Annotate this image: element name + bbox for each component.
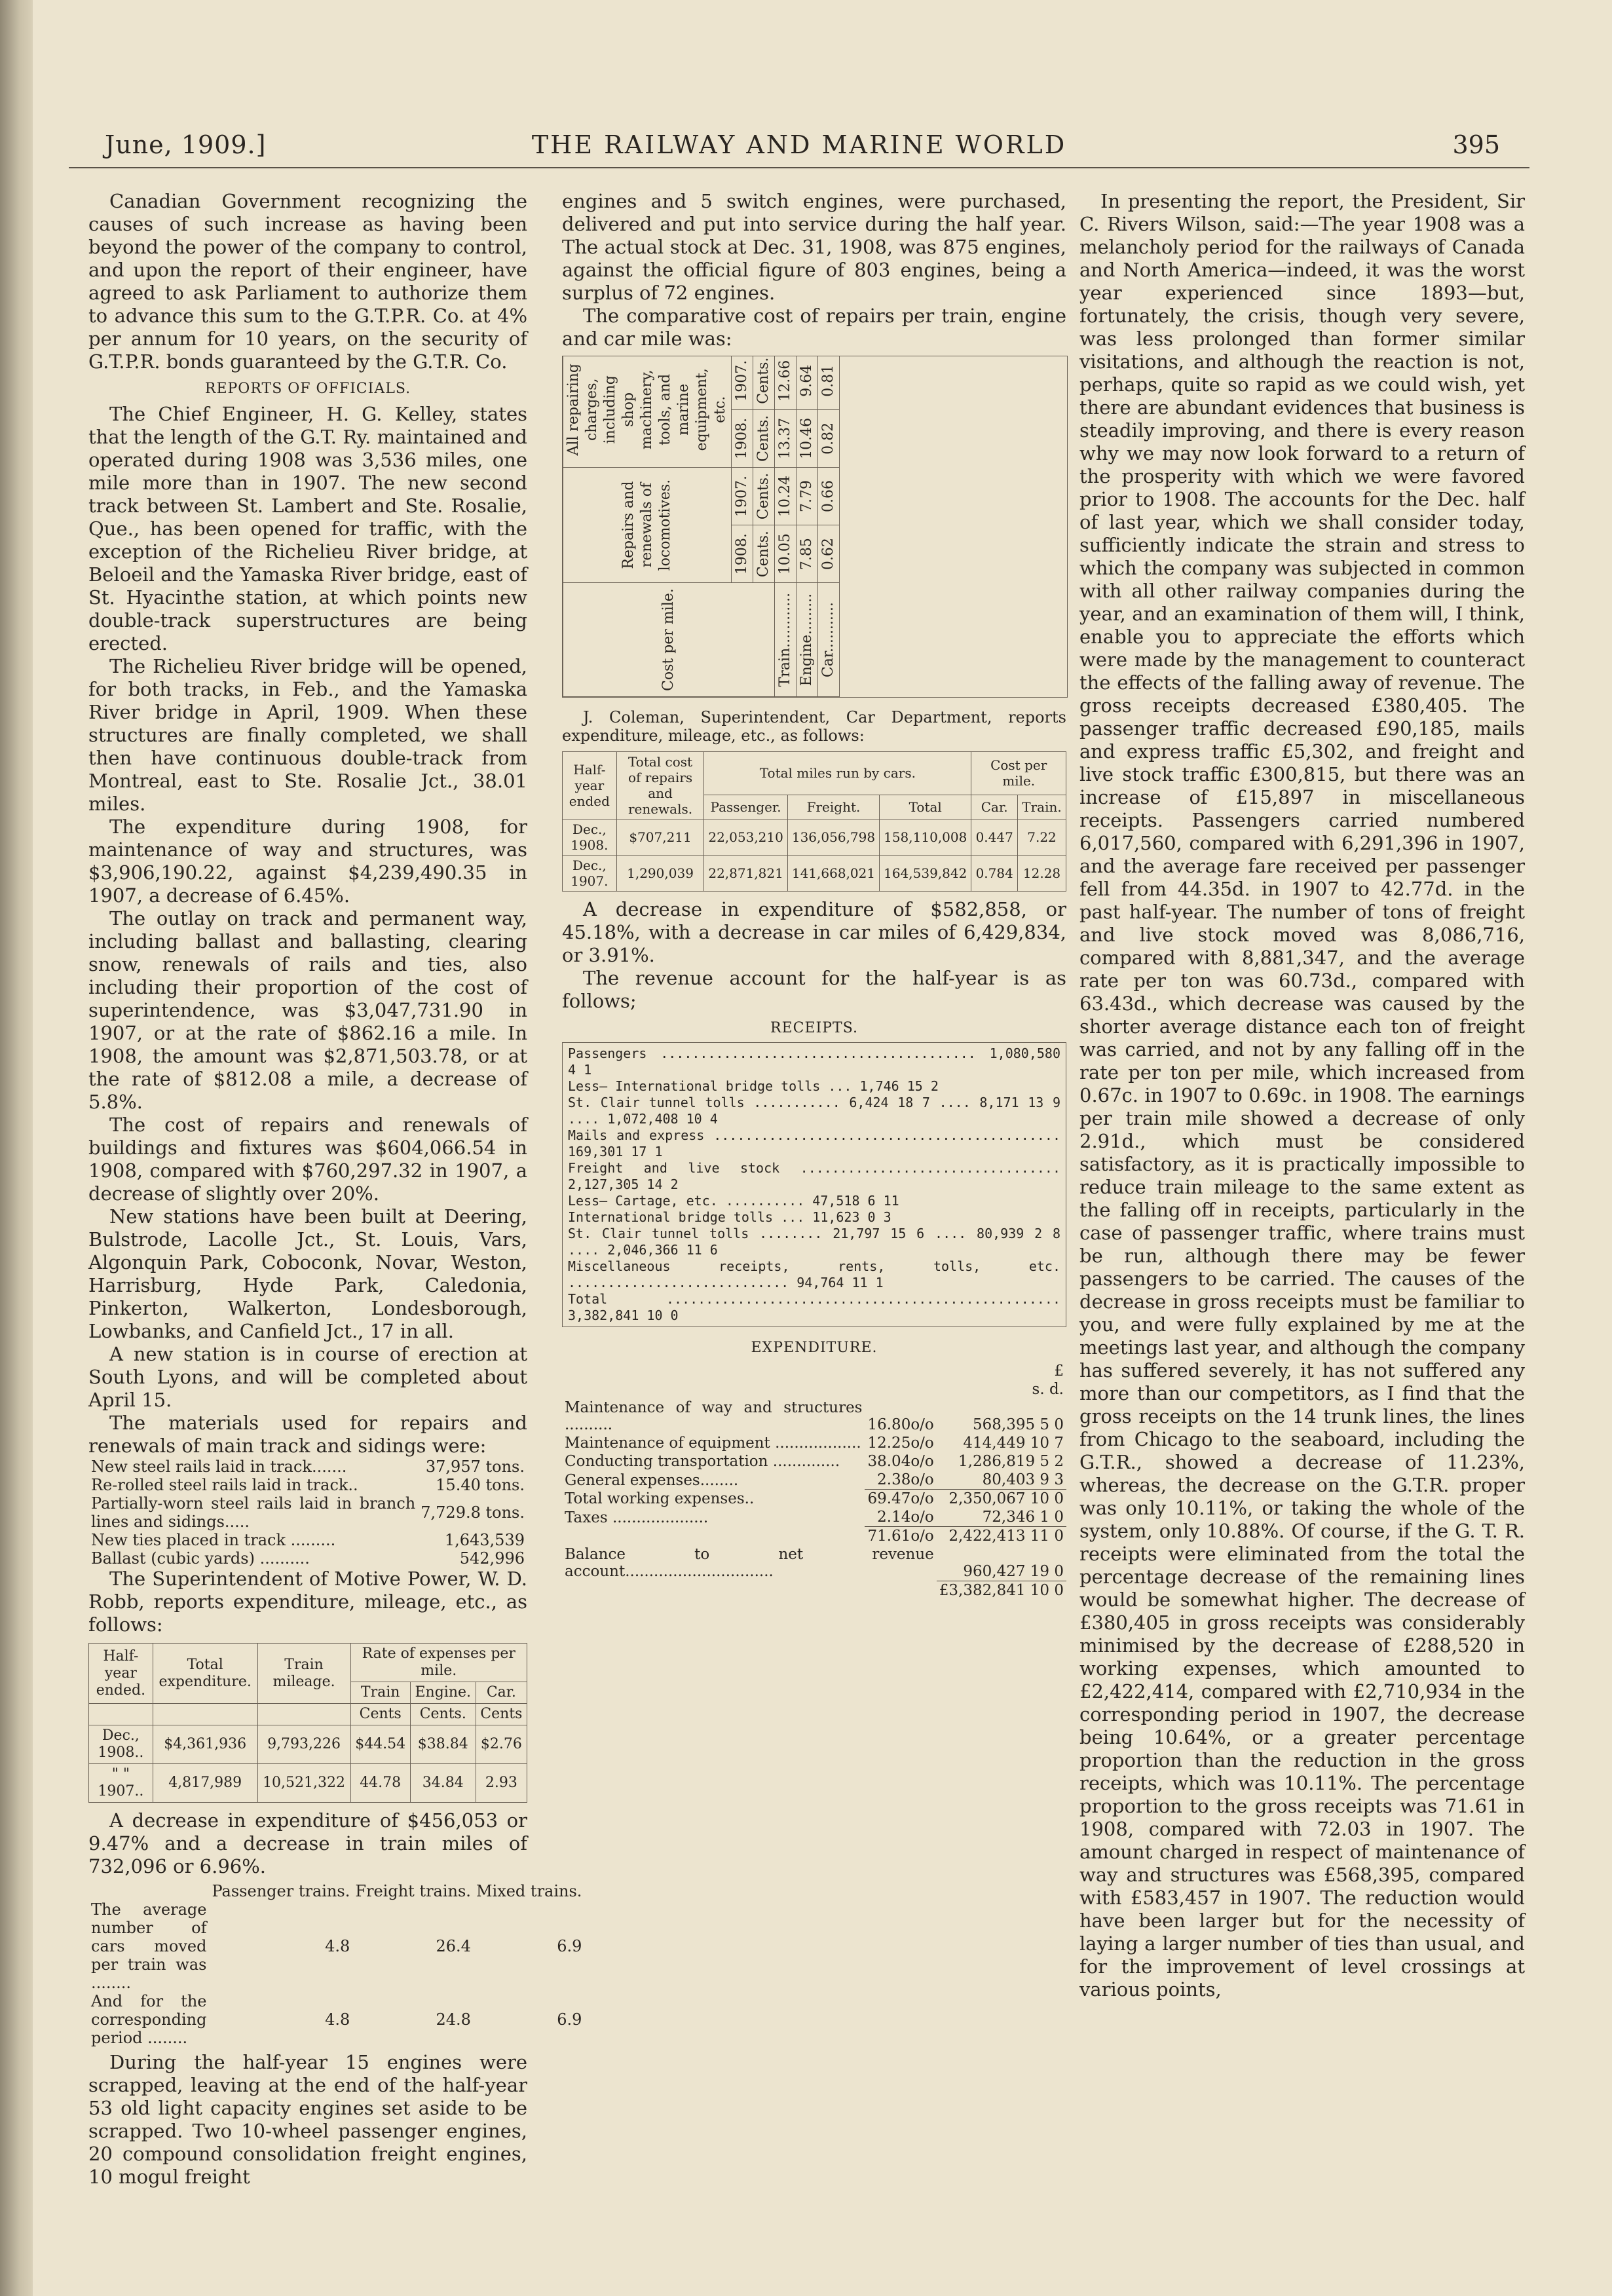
column-3 xyxy=(1079,190,1525,2001)
paragraph: The revenue account for the half-year is as follows; xyxy=(562,967,1066,1012)
paragraph: The outlay on track and permanent way, including ballast and ballasting, clearing snow, renewals of rails and ties, also including their proportion of the cost of superintendence, was $3,047,731.90 in 1907, or at the rate of $862.16 a mile. In 1908, the amount was $2,871,503.78, or at the rate of $812.08 a mile, a decrease of 5.8%. xyxy=(88,907,527,1113)
paragraph: The Superintendent of Motive Power, W. D. Robb, reports expenditure, mileage, etc., as follows: xyxy=(88,1568,527,1636)
column-header: All repairing charges, including shop machinery, tools, and marine equipment, etc. xyxy=(563,356,732,467)
table-row: Maintenance of way and structures .......... 16.80o/o 568,395 5 0 xyxy=(565,1399,1064,1433)
header-date: June, 1909.] xyxy=(105,130,267,159)
paragraph: The comparative cost of repairs per train, engine and car mile was: xyxy=(562,305,1066,350)
table-row: Dec., 1908.. $4,361,936 9,793,226 $44.54 $38.84 $2.76 xyxy=(89,1725,527,1764)
list-item: Passengers ........................................ 1,080,580 4 1 xyxy=(568,1045,1060,1078)
column-header: Total expenditure. xyxy=(153,1644,257,1704)
column-header: Half-year ended. xyxy=(89,1644,153,1704)
expenditure-table: £ s. d. Maintenance of way and structures .......... 16.80o/o 568,395 5 0 Maintenance of equipment .................. 12.25o/o 414,449 10 7 Conducting transportation .............. 38.04o/o 1,286,819 5 2 General expenses........ 2.38o/o 80,403 9 3 Total working expenses.. 69.47o/o 2,350,067 10 0 Taxes .................... 2.14o/o 72,346 1 0 71.61o/o 2,422,413 11 0 Balance to net revenue account............................... 960,427 19 0 £3,382,841 10 0 xyxy=(562,1362,1066,1600)
repairs-cost-table: Cost per mile. Repairs and renewals of locomotives. All repairing charges, including shop machinery, tools, and marine equipment, etc. 1908. 1907. 1908. 1907. Cents. Cents. Cents. Cents. Train............ 10.05 10.24 13.37 12.66 Engine......... 7.85 7.79 10.46 9.64 Car........... 0.62 0.66 0.82 0.81 xyxy=(562,356,1068,698)
column-header: Passenger trains. xyxy=(212,1882,350,1900)
table-row: 71.61o/o 2,422,413 11 0 xyxy=(562,1527,1066,1546)
list-item: Re-rolled steel rails laid in track.. 15.40 tons. xyxy=(91,1476,525,1494)
paragraph: engines and 5 switch engines, were purchased, delivered and put into service during the half year. The actual stock at Dec. 31, 1908, was 875 engines, against the official figure of 803 engines, being a surplus of 72 engines. xyxy=(562,190,1066,304)
table-row: Balance to net revenue account............................... 960,427 19 0 xyxy=(565,1546,1064,1580)
paragraph: Canadian Government recognizing the causes of such increase as having been beyond the power of the company to control, and upon the report of their engineer, have agreed to ask Parliament to authorize them to advance this sum to the G.T.P.R. Co. at 4% per annum for 10 years, on the security of G.T.P.R. bonds guaranteed by the G.T.R. Co. xyxy=(88,190,527,373)
table-row: Engine......... 7.85 7.79 10.46 9.64 xyxy=(797,356,818,697)
table-row: The average number of cars moved per train was ........ 4.8 26.4 6.9 xyxy=(91,1900,582,1992)
average-cars-table xyxy=(88,1882,584,2047)
list-item: New steel rails laid in track....... 37,957 tons. xyxy=(91,1458,525,1476)
list-item: Total .................................................. 3,382,841 10 0 xyxy=(568,1291,1060,1323)
paragraph: The Chief Engineer, H. G. Kelley, states that the length of the G.T. Ry. maintained and operated during 1908 was 3,536 miles, one mile more than in 1907. The new second track between St. Lambert and Ste. Rosalie, Que., has been opened for traffic, with the exception of the Richelieu River bridge, at Beloeil and the Yamaska River bridge, east of St. Hyacinthe station, at which points new double-track superstructures are being erected. xyxy=(88,403,527,654)
table-row: Cents Cents. Cents xyxy=(89,1704,527,1725)
receipts-list xyxy=(562,1042,1066,1327)
column-header: Rate of expenses per mile. xyxy=(350,1644,527,1682)
list-item: New ties placed in track ......... 1,643,539 xyxy=(91,1531,525,1549)
table-row: " " 1907.. 4,817,989 10,521,322 44.78 34.84 2.93 xyxy=(89,1764,527,1803)
column-header: Repairs and renewals of locomotives. xyxy=(563,467,732,582)
paragraph: During the half-year 15 engines were scrapped, leaving at the end of the half-year 53 old light capacity engines set aside to be scrapped. Two 10-wheel passenger engines, 20 compound consolidation freight engines, 10 mogul freight xyxy=(88,2051,527,2188)
column-header: Train mileage. xyxy=(257,1644,350,1704)
header-title: THE RAILWAY AND MARINE WORLD xyxy=(531,130,1067,159)
list-item: International bridge tolls ... 11,623 0 3 xyxy=(568,1209,891,1225)
column-header: Cost per mile. xyxy=(563,583,775,697)
paragraph: In presenting the report, the President, Sir C. Rivers Wilson, said:—The year 1908 was a melancholy period for the railways of Canada and North America—indeed, it was the worst year experienced since 1893—but, fortunately, the crisis, though very severe, was less prolonged than former similar visitations, and although the reaction is not, perhaps, quite so rapid as we could wish, yet there are abundant evidences that business is steadily improving, and there is every reason why we may now look forward to a return of the prosperity with which we were favored prior to 1908. The accounts for the Dec. half of last year, which we shall consider today, sufficiently indicate the strain and stress to which the company was subjected in common with all other railway companies during the year, and an examination of them will, I think, enable you to appreciate the efforts which were made by the management to counteract the effects of the falling away of revenue. The gross receipts decreased £380,405. The passenger traffic decreased £90,185, mails and express traffic £5,302, and freight and live stock traffic £300,815, but there was an increase of £15,897 in miscellaneous receipts. Passengers carried numbered 6,017,560, compared with 6,291,396 in 1907, and the average fare received per passenger fell from 44.35d. in 1907 to 42.77d. in the past half-year. The number of tons of freight and live stock moved was 8,086,716, compared with 8,881,347, and the average rate per ton was 60.73d., compared with 63.43d., which decrease was caused by the shorter average distance each ton of freight was carried, and not by any falling off in the rate per ton per mile, which increased from 0.67c. in 1907 to 0.69c. in 1908. The earnings per train mile showed a decrease of only 2.91d., which must be considered satisfactory, as it is practically impossible to reduce train mileage to the same extent as the falling off in receipts, particularly in the case of passenger traffic, where trains must be run, although there may be fewer passengers to be carried. The causes of the decrease in gross receipts must be familiar to you, and were fully explained by me at the meetings last year, and although the company has suffered severely, it has not suffered any more than our competitors, as I find that the gross receipts on the 14 trunk lines, the lines from Chicago to the seaboard, including the G.T.R., showed a decrease of 11.23%, whereas, the decrease on the G.T.R. proper was only 10.11%, or taking the whole of the system, only 10.88%. Of course, if the G. T. R. receipts were eliminated from the total the percentage decrease of the remaining lines would be somewhat higher. The decrease of £380,405 in gross receipts was considerably minimised by the decrease of £288,520 in working expenses, which amounted to £2,422,414, compared with £2,710,934 in the corresponding period in 1907, the decrease being 10.64%, or a greater percentage proportion than the reduction in the gross receipts, which was 10.11%. The percentage proportion to the gross receipts was 71.61 in 1908, compared with 72.03 in 1907. The amount charged in respect of maintenance of way and structures was £568,395, compared with £583,457 in 1907. The reduction would have been larger but for the necessity of laying a larger number of ties than usual, and for the improvement of level crossings at various points, xyxy=(1079,190,1525,2001)
page-number: 395 xyxy=(1452,130,1500,159)
table-row: Car........... 0.62 0.66 0.82 0.81 xyxy=(818,356,840,697)
table-row: Conducting transportation .............. 38.04o/o 1,286,819 5 2 xyxy=(565,1453,1064,1470)
table-row: Train............ 10.05 10.24 13.37 12.66 xyxy=(775,356,797,697)
list-item: St. Clair tunnel tolls ........... 6,424 18 7 .... 8,171 13 9 .... 1,072,408 10 4 xyxy=(568,1095,1060,1127)
paragraph: New stations have been built at Deering, Bulstrode, Lacolle Jct., St. Louis, Vars, Algonquin Park, Coboconk, Novar, Weston, Harrisburg, Hyde Park, Caledonia, Pinkerton, Walkerton, Londesborough, Lowbanks, and Canfield Jct., 17 in all. xyxy=(88,1205,527,1342)
section-heading: EXPENDITURE. xyxy=(751,1340,878,1356)
table-row: And for the corresponding period ........ 4.8 24.8 6.9 xyxy=(91,1992,582,2047)
table-row: Dec., 1908. $707,211 22,053,210 136,056,798 158,110,008 0.447 7.22 xyxy=(563,819,1066,856)
car-expenditure-table: Half-year ended Total cost of repairs and renewals. Total miles run by cars. Cost per mile. Passenger. Freight. Total Car. Train. Dec., 1908. $707,211 22,053,210 136,056,798 158,110,008 0.447 7.22 Dec., 1907. 1,290,039 22,871,821 141,668,021 164,539,842 0.784 12.28 xyxy=(562,751,1066,892)
paragraph: The Richelieu River bridge will be opened, for both tracks, in Feb., and the Yamaska River bridge in April, 1909. When these structures are finally completed, we shall then have continuous double-track from Montreal, east to Ste. Rosalie Jct., 38.01 miles. xyxy=(88,655,527,815)
column-1 xyxy=(88,190,582,2189)
list-item: Freight and live stock ................................. 2,127,305 14 2 xyxy=(568,1160,1060,1192)
column-2 xyxy=(562,190,1066,1600)
column-header: Freight trains. xyxy=(355,1882,471,1900)
list-item: Partially-worn steel rails laid in branch lines and sidings..... 7,729.8 tons. xyxy=(91,1494,525,1531)
paragraph: The cost of repairs and renewals of buildings and fixtures was $604,066.54 in 1908, compared with $760,297.32 in 1907, a decrease of slightly over 20%. xyxy=(88,1114,527,1205)
page-header xyxy=(69,128,1529,168)
list-item: Less— Cartage, etc. .......... 47,518 6 11 xyxy=(568,1193,899,1209)
list-item: Ballast (cubic yards) .......... 542,996 xyxy=(91,1549,525,1568)
table-row: General expenses........ 2.38o/o 80,403 9 3 xyxy=(565,1471,1064,1489)
paragraph: A decrease in expenditure of $456,053 or 9.47% and a decrease in train miles of 732,096 or 6.96%. xyxy=(88,1809,527,1877)
motive-power-table xyxy=(88,1643,527,1803)
column-header: Mixed trains. xyxy=(476,1882,582,1900)
section-heading: REPORTS OF OFFICIALS. xyxy=(204,381,411,397)
paragraph: A decrease in expenditure of $582,858, or 45.18%, with a decrease in car miles of 6,429,834, or 3.91%. xyxy=(562,898,1066,966)
column-header: Car. xyxy=(476,1682,527,1704)
paragraph: A new station is in course of erection at South Lyons, and will be completed about April 15. xyxy=(88,1343,527,1411)
page-binding-edge xyxy=(0,0,33,2296)
table-row: £3,382,841 10 0 xyxy=(562,1581,1066,1600)
section-heading: RECEIPTS. xyxy=(770,1020,858,1036)
list-item: Mails and express ............................................ 169,301 17 1 xyxy=(568,1127,1060,1159)
paragraph: The materials used for repairs and renewals of main track and sidings were: xyxy=(88,1412,527,1457)
table-row: Taxes .................... 2.14o/o 72,346 1 0 xyxy=(565,1509,1064,1526)
paragraph: J. Coleman, Superintendent, Car Department, reports expenditure, mileage, etc., as follows: xyxy=(562,708,1066,745)
table-row: Total working expenses.. 69.47o/o 2,350,067 10 0 xyxy=(562,1490,1066,1509)
list-item: Less— International bridge tolls ... 1,746 15 2 xyxy=(568,1078,939,1094)
column-header: Engine. xyxy=(410,1682,476,1704)
table-row: Dec., 1907. 1,290,039 22,871,821 141,668,021 164,539,842 0.784 12.28 xyxy=(563,856,1066,892)
column-header: Train xyxy=(350,1682,410,1704)
list-item: St. Clair tunnel tolls ........ 21,797 15 6 .... 80,939 2 8 .... 2,046,366 11 6 xyxy=(568,1226,1060,1258)
list-item: Miscellaneous receipts, rents, tolls, etc. ............................ 94,764 11 1 xyxy=(568,1258,1060,1290)
paragraph: The expenditure during 1908, for maintenance of way and structures, was $3,906,190.22, against $4,239,490.35 in 1907, a decrease of 6.45%. xyxy=(88,816,527,907)
table-row: Maintenance of equipment .................. 12.25o/o 414,449 10 7 xyxy=(565,1435,1064,1452)
materials-list xyxy=(88,1458,527,1568)
